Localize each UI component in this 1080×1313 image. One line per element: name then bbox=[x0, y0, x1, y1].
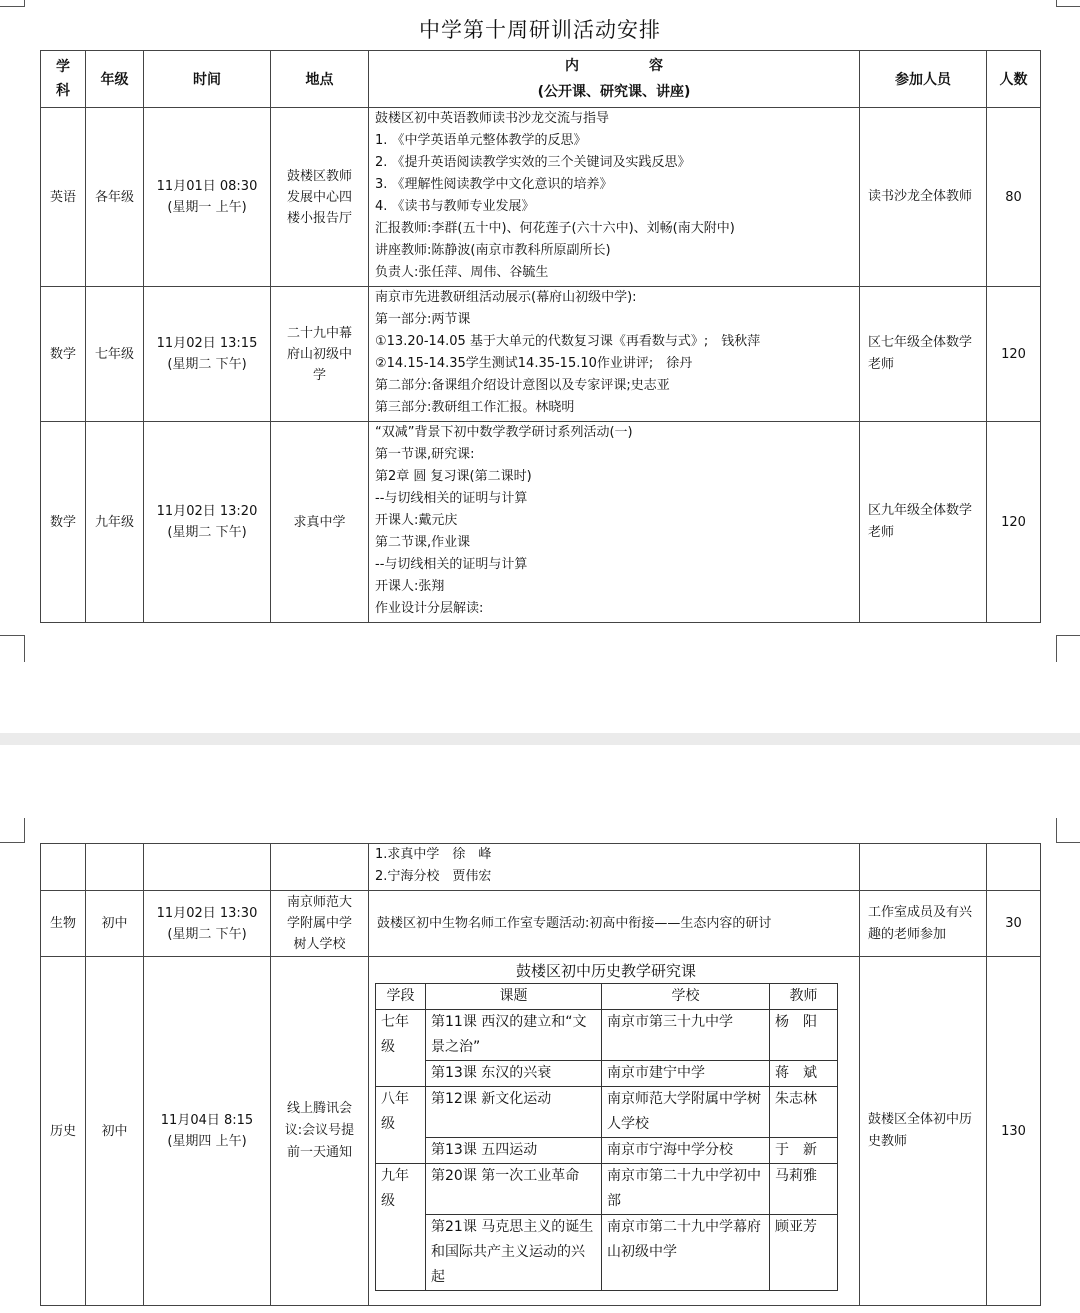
weekday-text: (星期四 上午) bbox=[167, 1134, 247, 1149]
crop-mark-p2-left bbox=[0, 818, 25, 843]
content-line: --与切线相关的证明与计算 bbox=[375, 557, 528, 572]
cell-location: 鼓楼区教师发展中心四楼小报告厅 bbox=[271, 108, 369, 287]
cell-content bbox=[369, 422, 860, 623]
history-table-title: 鼓楼区初中历史教学研究课 bbox=[515, 962, 696, 980]
schedule-table-page1 bbox=[40, 50, 1041, 623]
cell-subject: 数学 bbox=[41, 287, 86, 422]
history-school: 南京市第三十九中学 bbox=[602, 1010, 770, 1061]
header-row bbox=[41, 51, 1041, 108]
cell-content: 鼓楼区初中生物名师工作室专题活动:初高中衔接——生态内容的研讨 bbox=[369, 891, 860, 957]
content-line: ②14.15-14.35学生测试14.35-15.10作业讲评; 徐丹 bbox=[375, 356, 693, 371]
history-school: 南京师范大学附属中学树人学校 bbox=[602, 1087, 770, 1138]
crop-mark-mid-right bbox=[1056, 635, 1080, 662]
weekday-text: (星期二 下午) bbox=[167, 926, 247, 942]
history-teacher: 蒋 斌 bbox=[770, 1061, 838, 1087]
history-stage: 九年级 bbox=[376, 1164, 426, 1291]
time-text: 11月02日 13:20 bbox=[156, 504, 258, 519]
history-teacher: 顾亚芳 bbox=[770, 1215, 838, 1291]
cell-grade: 九年级 bbox=[86, 422, 144, 623]
history-topic: 第21课 马克思主义的诞生和国际共产主义运动的兴起 bbox=[426, 1215, 602, 1291]
time-text: 11月01日 08:30 bbox=[156, 179, 258, 194]
cell-location: 线上腾讯会议:会议号提前一天通知 bbox=[271, 957, 369, 1306]
crop-mark-top-right bbox=[1056, 0, 1080, 7]
content-line: 南京市先进教研组活动展示(幕府山初级中学): bbox=[375, 290, 637, 305]
weekday-text: (星期一 上午) bbox=[167, 200, 247, 215]
content-line: 第二节课,作业课 bbox=[375, 535, 471, 550]
empty-cell bbox=[144, 844, 271, 891]
cell-participants: 读书沙龙全体教师 bbox=[860, 108, 987, 287]
content-line: 第一节课,研究课: bbox=[375, 447, 475, 462]
history-row bbox=[376, 1164, 838, 1215]
table-row-continuation bbox=[41, 844, 1041, 891]
time-text: 11月04日 8:15 bbox=[160, 1113, 254, 1128]
history-school: 南京市宁海中学分校 bbox=[602, 1138, 770, 1164]
cell-content bbox=[369, 287, 860, 422]
table-row bbox=[41, 287, 1041, 422]
content-line: 汇报教师:李群(五十中)、何花莲子(六十六中)、刘畅(南大附中) bbox=[375, 221, 735, 236]
cell-time bbox=[144, 957, 271, 1306]
history-topic: 第13课 东汉的兴衰 bbox=[426, 1061, 602, 1087]
cell-subject: 生物 bbox=[41, 891, 86, 957]
empty-cell bbox=[86, 844, 144, 891]
content-line: “双减”背景下初中数学教学研讨系列活动(一) bbox=[375, 425, 633, 440]
cell-location: 二十九中幕府山初级中学 bbox=[271, 287, 369, 422]
empty-cell bbox=[860, 844, 987, 891]
history-teacher: 马莉雅 bbox=[770, 1164, 838, 1215]
empty-cell bbox=[271, 844, 369, 891]
header-location: 地点 bbox=[271, 51, 369, 108]
history-school: 南京市第二十九中学初中部 bbox=[602, 1164, 770, 1215]
content-line: 讲座教师:陈静波(南京市教科所原副所长) bbox=[375, 243, 611, 258]
cell-time bbox=[144, 287, 271, 422]
crop-mark-mid-left bbox=[0, 635, 25, 662]
header-participants: 参加人员 bbox=[860, 51, 987, 108]
cell-content bbox=[369, 844, 860, 891]
cell-participants: 区七年级全体数学老师 bbox=[860, 287, 987, 422]
header-grade: 年级 bbox=[86, 51, 144, 108]
content-line: 作业设计分层解读: bbox=[375, 601, 484, 616]
table-row bbox=[41, 891, 1041, 957]
history-row bbox=[376, 1010, 838, 1061]
history-header-school: 学校 bbox=[602, 984, 770, 1010]
history-school: 南京市建宁中学 bbox=[602, 1061, 770, 1087]
history-row bbox=[376, 1215, 838, 1291]
content-line: 第二部分:备课组介绍设计意图以及专家评课;史志亚 bbox=[375, 378, 670, 393]
content-line: 3. 《理解性阅读教学中文化意识的培养》 bbox=[375, 177, 613, 192]
cell-time bbox=[144, 108, 271, 287]
history-topic: 第11课 西汉的建立和“文景之治” bbox=[426, 1010, 602, 1061]
document-title: 中学第十周研训活动安排 bbox=[419, 18, 661, 42]
crop-mark-p2-right bbox=[1056, 818, 1080, 843]
history-header-topic: 课题 bbox=[426, 984, 602, 1010]
cell-count: 30 bbox=[987, 891, 1041, 957]
crop-mark-top-left bbox=[0, 0, 25, 7]
content-line: 开课人:张翔 bbox=[375, 579, 445, 594]
header-content-main: 内 容 bbox=[565, 58, 663, 74]
cell-grade: 七年级 bbox=[86, 287, 144, 422]
cell-count: 80 bbox=[987, 108, 1041, 287]
cell-participants: 工作室成员及有兴趣的老师参加 bbox=[860, 891, 987, 957]
history-row bbox=[376, 1061, 838, 1087]
content-line: 第三部分:教研组工作汇报。林晓明 bbox=[375, 400, 575, 415]
content-line: 2.宁海分校 贾伟宏 bbox=[375, 869, 492, 884]
table-row bbox=[41, 422, 1041, 623]
table-row bbox=[41, 957, 1041, 1306]
history-teacher: 杨 阳 bbox=[770, 1010, 838, 1061]
cell-grade: 各年级 bbox=[86, 108, 144, 287]
cell-subject: 历史 bbox=[41, 957, 86, 1306]
cell-location: 南京师范大学附属中学树人学校 bbox=[271, 891, 369, 957]
content-line: 2. 《提升英语阅读教学实效的三个关键词及实践反思》 bbox=[375, 155, 691, 170]
cell-grade: 初中 bbox=[86, 891, 144, 957]
content-line: 4. 《读书与教师专业发展》 bbox=[375, 199, 535, 214]
empty-cell bbox=[987, 844, 1041, 891]
header-content bbox=[369, 51, 860, 108]
cell-subject: 数学 bbox=[41, 422, 86, 623]
history-topic: 第12课 新文化运动 bbox=[426, 1087, 602, 1138]
history-teacher: 于 新 bbox=[770, 1138, 838, 1164]
history-row bbox=[376, 1087, 838, 1138]
content-line: ①13.20-14.05 基于大单元的代数复习课《再看数与式》; 钱秋萍 bbox=[375, 334, 761, 349]
cell-grade: 初中 bbox=[86, 957, 144, 1306]
cell-content bbox=[369, 108, 860, 287]
history-header-row bbox=[376, 984, 838, 1010]
history-topic: 第13课 五四运动 bbox=[426, 1138, 602, 1164]
header-count: 人数 bbox=[987, 51, 1041, 108]
header-time: 时间 bbox=[144, 51, 271, 108]
content-line: 第2章 圆 复习课(第二课时) bbox=[375, 469, 532, 484]
cell-participants: 区九年级全体数学老师 bbox=[860, 422, 987, 623]
cell-content bbox=[369, 957, 860, 1306]
cell-time bbox=[144, 422, 271, 623]
time-text: 11月02日 13:15 bbox=[156, 336, 258, 351]
cell-count: 120 bbox=[987, 287, 1041, 422]
empty-cell bbox=[41, 844, 86, 891]
history-school: 南京市第二十九中学幕府山初级中学 bbox=[602, 1215, 770, 1291]
history-header-stage: 学段 bbox=[376, 984, 426, 1010]
cell-count: 130 bbox=[987, 957, 1041, 1306]
header-content-sub: (公开课、研究课、讲座) bbox=[537, 84, 691, 100]
history-header-teacher: 教师 bbox=[770, 984, 838, 1010]
table-row bbox=[41, 108, 1041, 287]
header-subject: 学科 bbox=[41, 51, 86, 108]
weekday-text: (星期二 下午) bbox=[167, 525, 247, 540]
weekday-text: (星期二 下午) bbox=[167, 357, 247, 372]
history-teacher: 朱志林 bbox=[770, 1087, 838, 1138]
history-row bbox=[376, 1138, 838, 1164]
content-line: 1.求真中学 徐 峰 bbox=[375, 847, 492, 862]
content-line: 开课人:戴元庆 bbox=[375, 513, 458, 528]
time-text: 11月02日 13:30 bbox=[156, 905, 258, 921]
cell-location: 求真中学 bbox=[271, 422, 369, 623]
cell-count: 120 bbox=[987, 422, 1041, 623]
cell-subject: 英语 bbox=[41, 108, 86, 287]
history-stage: 八年级 bbox=[376, 1087, 426, 1164]
content-line: 第一部分:两节课 bbox=[375, 312, 471, 327]
history-topic: 第20课 第一次工业革命 bbox=[426, 1164, 602, 1215]
content-line: 1. 《中学英语单元整体教学的反思》 bbox=[375, 133, 587, 148]
content-line: 鼓楼区初中英语教师读书沙龙交流与指导 bbox=[375, 111, 610, 126]
cell-participants: 鼓楼区全体初中历史教师 bbox=[860, 957, 987, 1306]
page-separator bbox=[0, 733, 1080, 745]
schedule-table-page2 bbox=[40, 843, 1041, 1306]
history-stage: 七年级 bbox=[376, 1010, 426, 1087]
history-lessons-table bbox=[375, 983, 838, 1291]
content-line: 负责人:张任萍、周伟、谷毓生 bbox=[375, 265, 549, 280]
cell-time bbox=[144, 891, 271, 957]
content-line: --与切线相关的证明与计算 bbox=[375, 491, 528, 506]
